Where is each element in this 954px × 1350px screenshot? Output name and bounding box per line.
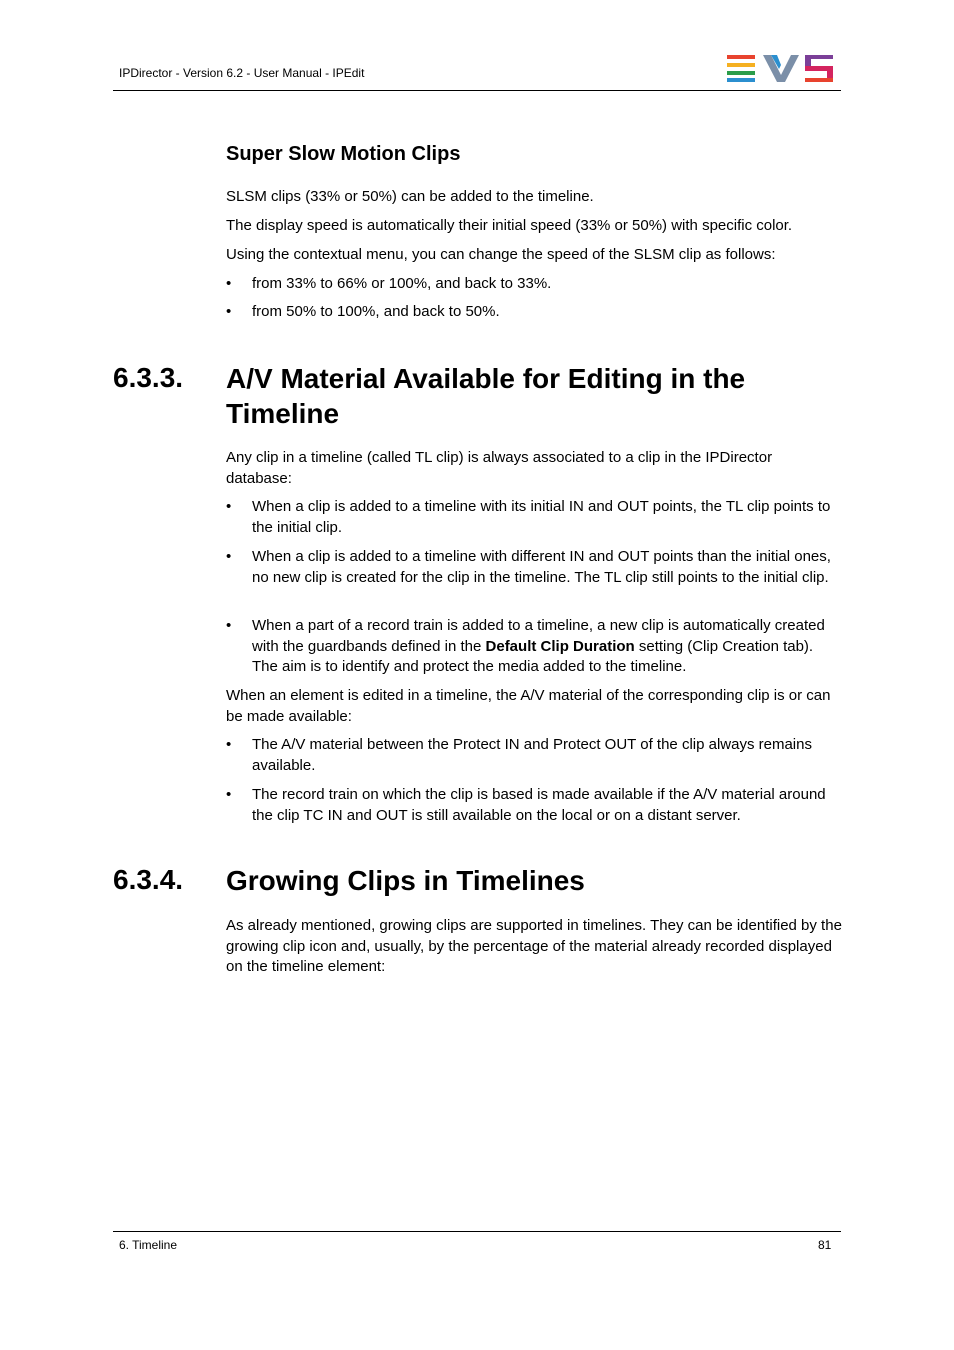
paragraph: As already mentioned, growing clips are supported in timelines. They can be identified by the growing clip icon and, usually, by the percentage of the material already recorded displayed on the timeline element: bbox=[226, 917, 842, 975]
paragraph: The display speed is automatically their initial speed (33% or 50%) with specific color. bbox=[226, 217, 793, 234]
section-number: 6.3.4. bbox=[113, 864, 184, 895]
evs-logo bbox=[727, 55, 835, 83]
footer-divider bbox=[113, 1231, 841, 1232]
list-item-text bbox=[252, 616, 842, 678]
paragraph: SLSM clips (33% or 50%) can be added to the timeline. bbox=[226, 188, 594, 205]
list-item-text: When a clip is added to a timeline with its initial IN and OUT points, the TL clip points to the initial clip. bbox=[252, 498, 831, 536]
list-item-text: The record train on which the clip is based is made available if the A/V material around the clip TC IN and OUT is still available on the local or on a distant server. bbox=[252, 786, 826, 824]
list-item-text: from 50% to 100%, and back to 50%. bbox=[252, 303, 500, 320]
bullet-icon: • bbox=[226, 303, 232, 320]
footer-chapter: 6. Timeline bbox=[119, 1238, 178, 1252]
list-item-text: The A/V material between the Protect IN and Protect OUT of the clip always remains available. bbox=[252, 736, 812, 774]
page-number: 81 bbox=[818, 1238, 832, 1252]
section-title: A/V Material Available for Editing in the Timeline bbox=[226, 363, 746, 429]
paragraph: Any clip in a timeline (called TL clip) is always associated to a clip in the IPDirector database: bbox=[226, 449, 773, 487]
list-item-text: When a clip is added to a timeline with different IN and OUT points than the initial ones, no new clip is created for the clip in the timeline. The TL clip still points to the initial clip. bbox=[252, 548, 831, 586]
paragraph: When an element is edited in a timeline, the A/V material of the corresponding clip is or can be made available: bbox=[226, 687, 831, 725]
section-number: 6.3.3. bbox=[113, 362, 184, 393]
setting-name: Default Clip Duration bbox=[485, 637, 635, 655]
section-heading-slsm: Super Slow Motion Clips bbox=[226, 143, 461, 165]
header-divider bbox=[113, 90, 841, 91]
list-item-text: from 33% to 66% or 100%, and back to 33%. bbox=[252, 275, 552, 292]
bullet-icon: • bbox=[226, 736, 232, 753]
bullet-icon: • bbox=[226, 548, 232, 565]
text-run: setting (Clip Creation tab). The aim is to identify and protect the media added to the timeline. bbox=[252, 637, 814, 675]
bullet-icon: • bbox=[226, 786, 232, 803]
text-run: When a part of a record train is added to a timeline, a new clip is automatically created with the guardbands defined in the bbox=[252, 617, 825, 655]
paragraph: Using the contextual menu, you can change the speed of the SLSM clip as follows: bbox=[226, 246, 776, 263]
running-header: IPDirector - Version 6.2 - User Manual - IPEdit bbox=[119, 66, 365, 80]
bullet-icon: • bbox=[226, 498, 232, 515]
bullet-icon: • bbox=[226, 617, 232, 634]
bullet-icon: • bbox=[226, 275, 232, 292]
section-title: Growing Clips in Timelines bbox=[226, 865, 585, 896]
